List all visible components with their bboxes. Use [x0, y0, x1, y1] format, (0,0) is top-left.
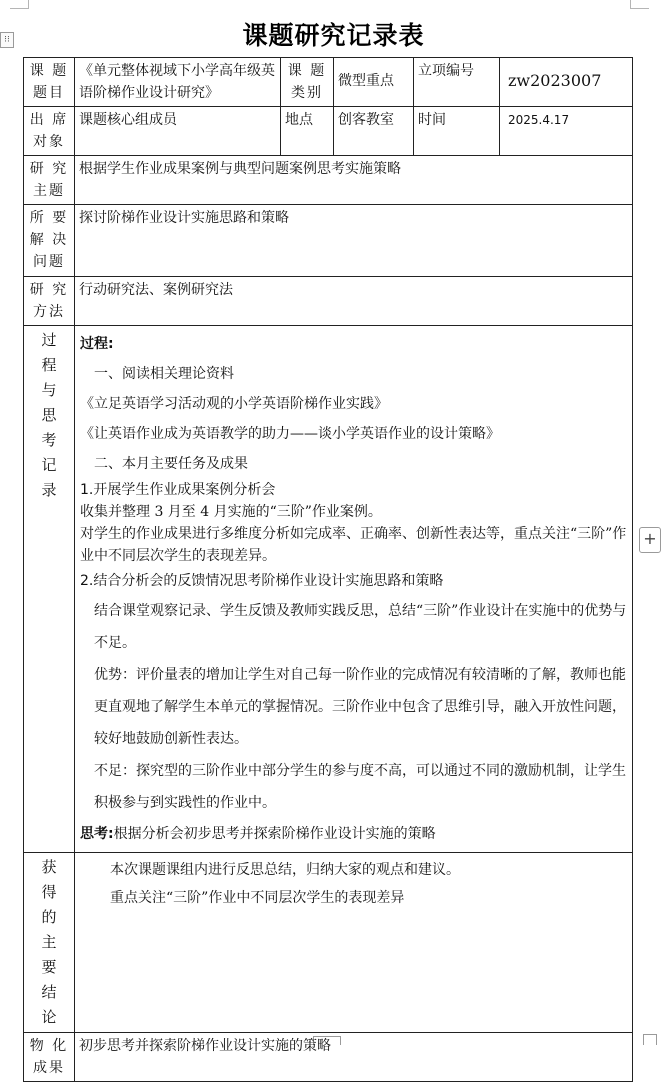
conclusion-line-1: 本次课题课组内进行反思总结，归纳大家的观点和建议。	[110, 862, 460, 878]
table-row	[24, 277, 633, 326]
topic-value[interactable]: 《单元整体视域下小学高年级英语阶梯作业设计研究》	[75, 58, 281, 107]
think-line	[80, 819, 627, 849]
theme-label: 研 究 主题	[24, 156, 75, 205]
think-text: 根据分析会初步思考并探索阶梯作业设计实施的策略	[113, 826, 436, 842]
page-title: 课题研究记录表	[242, 21, 425, 50]
process-section-2: 二、本月主要任务及成果	[94, 456, 248, 472]
task-item-1: 1.开展学生作业成果案例分析会	[80, 482, 276, 498]
project-no-label: 立项编号	[414, 58, 500, 107]
process-section-1: 一、阅读相关理论资料	[94, 366, 234, 382]
attendees-label: 出 席 对象	[24, 107, 75, 156]
table-row	[24, 853, 633, 1033]
conclusion-line-2: 重点关注“三阶”作业中不同层次学生的表现差异	[110, 890, 405, 906]
process-label	[24, 326, 75, 853]
task-item-1-b: 对学生的作业成果进行多维度分析如完成率、正确率、创新性表达等，重点关注“三阶”作业中不同层次学生的表现差异。	[80, 526, 627, 564]
method-value[interactable]: 行动研究法、案例研究法	[75, 277, 633, 326]
category-value[interactable]: 微型重点	[334, 58, 414, 107]
process-paragraph-1: 结合课堂观察记录、学生反馈及教师实践反思，总结“三阶”作业设计在实施中的优势与不足。	[94, 603, 627, 651]
process-label-chars: 过 程 与 思 考 记 录	[41, 331, 57, 499]
process-paragraph-3: 不足：探究型的三阶作业中部分学生的参与度不高，可以通过不同的激励机制，让学生积极参与到实践性的作业中。	[94, 763, 626, 811]
location-label: 地点	[281, 107, 334, 156]
record-table	[23, 57, 633, 1082]
table-row	[24, 107, 633, 156]
process-heading: 过程:	[80, 336, 114, 352]
result-value[interactable]: 初步思考并探索阶梯作业设计实施的策略	[75, 1033, 633, 1082]
table-corner-handle[interactable]	[643, 1034, 657, 1045]
crop-mark	[10, 0, 29, 9]
project-no-value[interactable]: zw2023007	[500, 58, 633, 107]
table-row	[24, 58, 633, 107]
task-item-2: 2.结合分析会的反馈情况思考阶梯作业设计实施思路和策略	[80, 573, 444, 589]
reference-book-2: 《让英语作业成为英语教学的助力——谈小学英语作业的设计策略》	[80, 426, 500, 442]
table-move-handle[interactable]: ⁝⁝	[0, 32, 14, 48]
attendees-value[interactable]: 课题核心组成员	[75, 107, 281, 156]
process-paragraph-2: 优势：评价量表的增加让学生对自己每一阶作业的完成情况有较清晰的了解，教师也能更直观地了解学生本单元的掌握情况。三阶作业中包含了思维引导，融入开放性问题，较好地鼓励创新性表达。	[94, 667, 626, 747]
task-item-1-a: 收集并整理 3 月至 4 月实施的“三阶”作业案例。	[80, 504, 382, 520]
theme-value[interactable]: 根据学生作业成果案例与典型问题案例思考实施策略	[75, 156, 633, 205]
result-label: 物 化 成果	[24, 1033, 75, 1082]
conclusion-content[interactable]	[75, 853, 633, 1033]
table-row	[24, 1033, 633, 1082]
topic-label: 课 题 题目	[24, 58, 75, 107]
process-content[interactable]	[75, 326, 633, 853]
method-label: 研 究 方法	[24, 277, 75, 326]
category-label: 课 题 类别	[281, 58, 334, 107]
table-row	[24, 156, 633, 205]
location-value[interactable]: 创客教室	[334, 107, 414, 156]
problem-label: 所 要 解 决 问题	[24, 205, 75, 277]
table-row	[24, 326, 633, 853]
problem-value[interactable]: 探讨阶梯作业设计实施思路和策略	[75, 205, 633, 277]
crop-mark	[630, 0, 649, 9]
reference-book-1: 《立足英语学习活动观的小学英语阶梯作业实践》	[80, 396, 388, 412]
time-label: 时间	[414, 107, 500, 156]
time-value[interactable]: 2025.4.17	[500, 107, 633, 156]
table-row	[24, 205, 633, 277]
think-label: 思考:	[80, 826, 114, 842]
add-row-button[interactable]: +	[639, 527, 661, 553]
conclusion-label	[24, 853, 75, 1033]
conclusion-label-chars: 获 得 的 主 要 结 论	[41, 858, 57, 1026]
